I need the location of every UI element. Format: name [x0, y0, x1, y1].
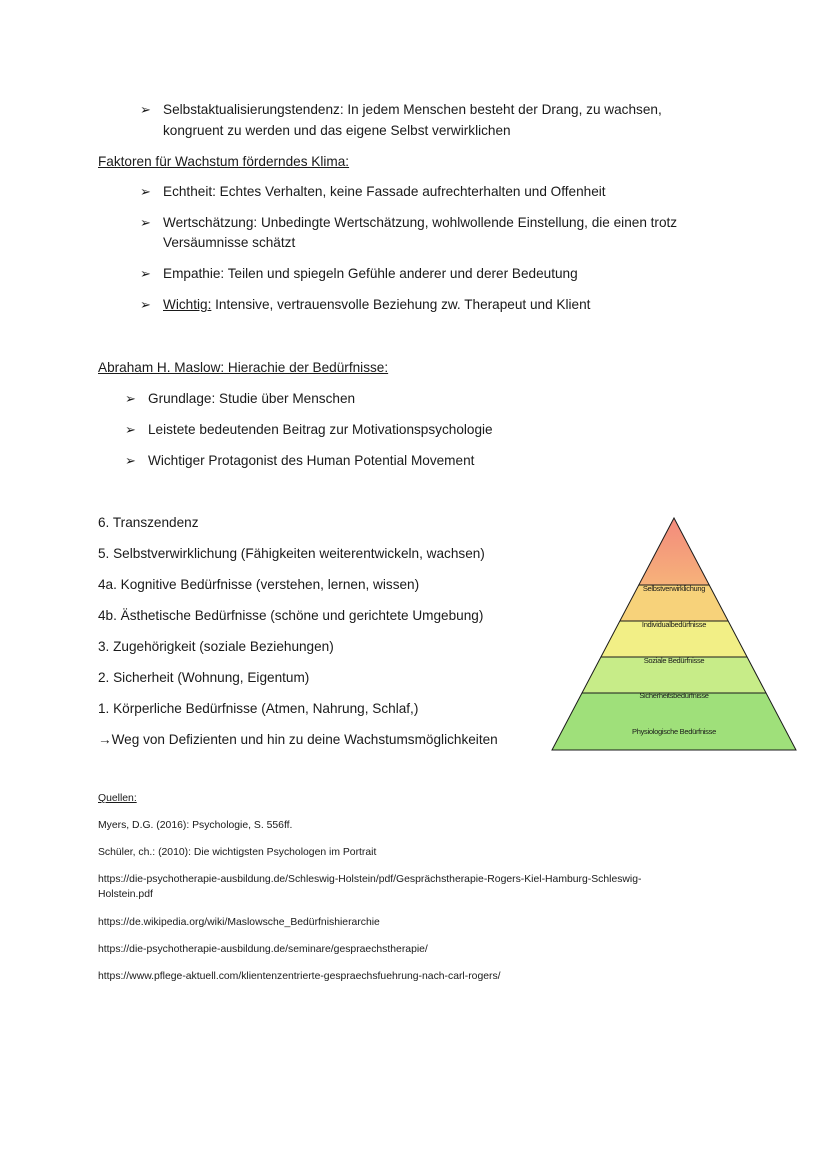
- hierarchy-item: 2. Sicherheit (Wohnung, Eigentum): [98, 670, 310, 685]
- maslow-pyramid-diagram: [548, 514, 800, 754]
- maslow-item: Wichtiger Protagonist des Human Potential Movement: [148, 453, 475, 468]
- maslow-heading: Abraham H. Maslow: Hierachie der Bedürfnisse:: [98, 360, 389, 375]
- intro-bullet-line2: kongruent zu werden und das eigene Selbst verwirklichen: [163, 123, 511, 138]
- faktor-item: Empathie: Teilen und spiegeln Gefühle anderer und derer Bedeutung: [163, 266, 578, 281]
- pyramid-level-label: Individualbedürfnisse: [641, 620, 707, 629]
- source-link[interactable]: https://die-psychotherapie-ausbildung.de/Schleswig-Holstein/pdf/Gesprächstherapie-Rogers-Kiel-Hamburg-Schleswig-: [98, 874, 642, 885]
- source-link[interactable]: https://de.wikipedia.org/wiki/Maslowsche_Bedürfnishierarchie: [98, 917, 380, 928]
- arrow-bullet-icon: ➢: [140, 266, 151, 281]
- faktor-item-line1: Wertschätzung: Unbedingte Wertschätzung, wohlwollende Einstellung, die einen trotz: [163, 215, 678, 230]
- pyramid-band: [639, 518, 709, 585]
- hierarchy-item: 3. Zugehörigkeit (soziale Beziehungen): [98, 639, 334, 654]
- arrow-bullet-icon: ➢: [125, 453, 136, 468]
- intro-bullet-line1: Selbstaktualisierungstendenz: In jedem Menschen besteht der Drang, zu wachsen,: [163, 102, 662, 117]
- pyramid-level-label: Selbstverwirklichung: [642, 584, 706, 593]
- faktoren-heading: Faktoren für Wachstum förderndes Klima:: [98, 154, 350, 169]
- pyramid-level-label: Physiologische Bedürfnisse: [632, 727, 716, 736]
- hierarchy-item: 4b. Ästhetische Bedürfnisse (schöne und gerichtete Umgebung): [98, 608, 484, 623]
- source-link-continued[interactable]: Holstein.pdf: [98, 889, 153, 900]
- sources-heading: Quellen:: [98, 793, 137, 804]
- hierarchy-item: 1. Körperliche Bedürfnisse (Atmen, Nahrung, Schlaf,): [98, 701, 419, 716]
- hierarchy-conclusion: →Weg von Defizienten und hin zu deine Wachstumsmöglichkeiten: [98, 732, 498, 747]
- faktor-item: Echtheit: Echtes Verhalten, keine Fassade aufrechterhalten und Offenheit: [163, 184, 606, 199]
- arrow-bullet-icon: ➢: [125, 422, 136, 437]
- faktor-item: [163, 295, 590, 314]
- pyramid-level-label: Sicherheitsbedürfnisse: [639, 691, 709, 700]
- source-link[interactable]: https://die-psychotherapie-ausbildung.de/seminare/gespraechstherapie/: [98, 944, 428, 955]
- maslow-item: Grundlage: Studie über Menschen: [148, 391, 356, 406]
- arrow-bullet-icon: ➢: [140, 297, 151, 312]
- arrow-bullet-icon: ➢: [125, 391, 136, 406]
- faktor-item-line2: Versäumnisse schätzt: [163, 235, 296, 250]
- wichtig-label: Wichtig:: [163, 297, 212, 312]
- source-item: Myers, D.G. (2016): Psychologie, S. 556ff.: [98, 820, 293, 831]
- source-link[interactable]: https://www.pflege-aktuell.com/klientenzentrierte-gespraechsfuehrung-nach-carl-rogers/: [98, 971, 501, 982]
- arrow-bullet-icon: ➢: [140, 102, 151, 117]
- arrow-bullet-icon: ➢: [140, 215, 151, 230]
- maslow-item: Leistete bedeutenden Beitrag zur Motivationspsychologie: [148, 422, 493, 437]
- hierarchy-item: 4a. Kognitive Bedürfnisse (verstehen, lernen, wissen): [98, 577, 420, 592]
- hierarchy-item: 5. Selbstverwirklichung (Fähigkeiten weiterentwickeln, wachsen): [98, 546, 485, 561]
- pyramid-band: [552, 693, 796, 750]
- arrow-bullet-icon: ➢: [140, 184, 151, 199]
- pyramid-level-label: Soziale Bedürfnisse: [643, 656, 705, 665]
- wichtig-text: Intensive, vertrauensvolle Beziehung zw. Therapeut und Klient: [211, 297, 591, 312]
- source-item: Schüler, ch.: (2010): Die wichtigsten Psychologen im Portrait: [98, 847, 377, 858]
- hierarchy-item: 6. Transzendenz: [98, 515, 199, 530]
